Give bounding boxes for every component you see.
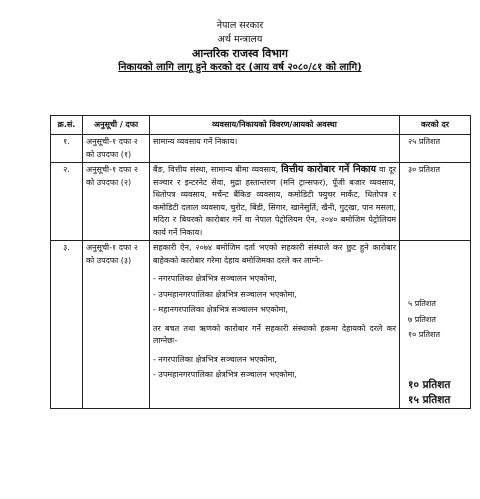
savings-credit-note: तर बचत तथा ऋणको कारोबार गर्ने सहकारी संस्थाको हकमा देहायको दरले कर लाग्नेछः- xyxy=(153,323,396,345)
rate-value: ५ प्रतिशत xyxy=(408,299,436,308)
row-rate: ३० प्रतिशत xyxy=(400,163,471,241)
table-header-row xyxy=(51,116,471,135)
document-header xyxy=(0,19,480,75)
row-section: अनुसूची-१ दफा २ को उपदफा (२) xyxy=(83,163,150,241)
rate-value: १० प्रतिशत xyxy=(408,330,441,339)
row-section: अनुसूची-१ दफा २ को उपदफा (१) xyxy=(83,135,150,163)
document-page xyxy=(0,19,480,499)
row-section: अनुसूची-१ दफा २ को उपदफा (३) xyxy=(83,241,150,409)
col-header-section: अनुसूची / दफा xyxy=(83,116,150,135)
header-title: निकायको लागि लागू हुने करको दर (आय वर्ष २०८०/८१ को लागि) xyxy=(118,62,362,73)
table-row xyxy=(51,163,471,241)
row-description: सामान्य व्यवसाय गर्ने निकाय। xyxy=(150,135,400,163)
col-header-description: व्यवसाय/निकायको विवरण/आयको अवस्था xyxy=(150,116,400,135)
list-item: - उपमहानगरपालिका क्षेत्रभित्र सञ्चालन भएकोमा, xyxy=(153,370,297,379)
list-item: - महानगरपालिका क्षेत्रभित्र सञ्चालन भएकोमा, xyxy=(153,305,288,314)
cooperative-intro: सहकारी ऐन, २०७४ बमोजिम दर्ता भएको सहकारी संस्थाले कर छुट हुने कारोबार बाहेकको कारोबार गरेमा देहाय बमोजिमका दरले कर लाग्नेः- xyxy=(153,243,396,265)
rate-value: ७ प्रतिशत xyxy=(408,314,436,324)
list-item: - नगरपालिका क्षेत्रभित्र सञ्चालन भएकोमा, xyxy=(153,274,277,283)
row-sn: २. xyxy=(51,163,83,241)
rate-value: १० प्रतिशत xyxy=(408,378,451,391)
table-row xyxy=(51,135,471,163)
col-header-sn: क्र.सं. xyxy=(51,116,83,135)
desc-part-b: वा दूर सञ्चार र इन्टरनेट सेवा, मुद्रा हस्तान्तरण (मनि ट्रान्सफर), पूँजी बजार व्यवसाय, धितोपत्र व्यवसाय, मर्चेन्ट बैंकिङ व्यवसाय, कमोडिटी फ्युचर मार्केट, धितोपत्र र कमोडिटी दलाल व्यवसाय, चुरोट, बिंडी, सिगार, खानेसुर्ति, खैनी, गुट्खा, पान मसला, मदिरा र बियरको कारोबार गर्ने वा नेपाल पेट्रोलियम ऐन, २०४० बमोजिम पेट्रोलियम कार्य गर्ने निकाय। xyxy=(153,165,396,237)
list-item: - नगरपालिका क्षेत्रभित्र सञ्चालन भएकोमा, xyxy=(153,354,277,364)
col-header-rate: करको दर xyxy=(400,116,471,135)
row-sn: १. xyxy=(51,135,83,163)
row-description xyxy=(150,241,400,409)
row-rate xyxy=(400,241,471,409)
header-government: नेपाल सरकार xyxy=(216,20,264,31)
row-rate: २५ प्रतिशत xyxy=(400,135,471,163)
table-row xyxy=(51,241,471,409)
list-item: - उपमहानगरपालिका क्षेत्रभित्र सञ्चालन भएकोमा, xyxy=(153,289,297,299)
rate-value: १५ प्रतिशत xyxy=(408,394,451,406)
tax-rate-table xyxy=(50,115,471,409)
desc-part-a: बैंङ, वित्तीय संस्था, सामान्य बीमा व्यवसाय, xyxy=(153,165,282,174)
desc-bold-part: वित्तीय कारोबार गर्ने निकाय xyxy=(281,164,377,175)
row-sn: ३. xyxy=(51,241,83,409)
row-description xyxy=(150,163,400,241)
header-department: आन्तरिक राजस्व विभाग xyxy=(192,47,288,60)
header-ministry: अर्थ मन्त्रालय xyxy=(217,34,263,45)
